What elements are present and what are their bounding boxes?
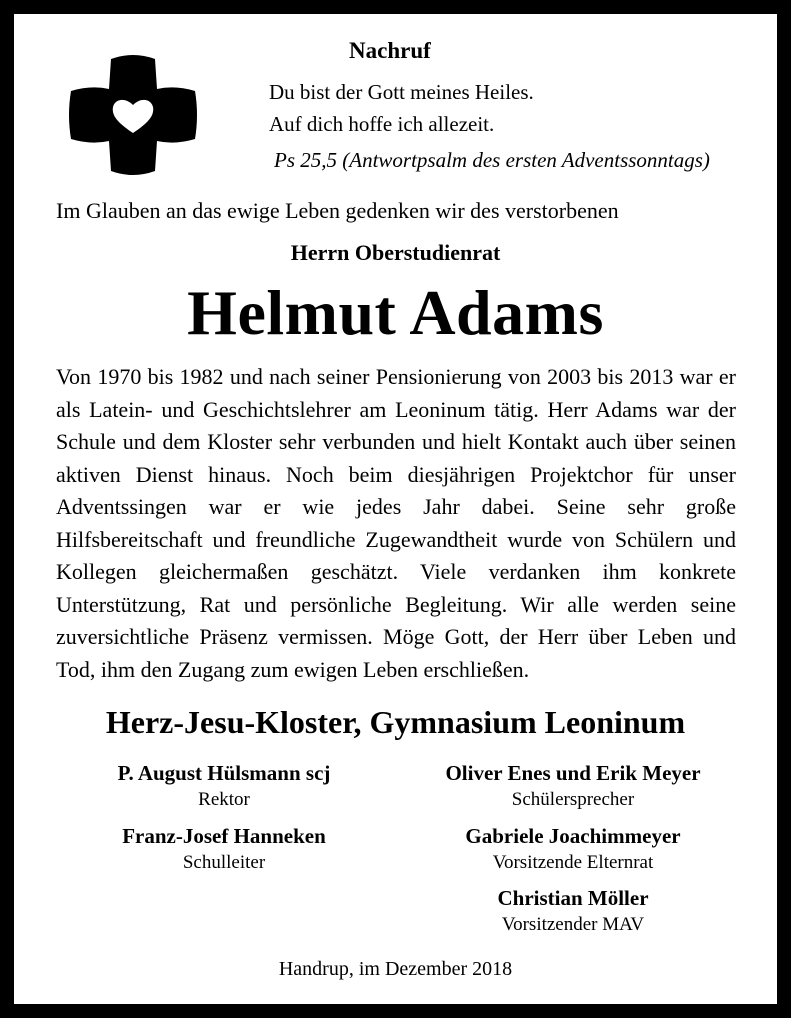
psalm-line-1: Du bist der Gott meines Heiles. [269,80,534,104]
signatory-name: Christian Möller [497,886,649,910]
signatory-role: Rektor [198,789,250,810]
signatory [74,822,374,876]
signatory [423,759,723,813]
signatory-role: Vorsitzender MAV [501,914,645,935]
signatory [423,822,723,876]
deceased-name: Helmut Adams [187,277,604,348]
signatory-role: Vorsitzende Elternrat [492,852,654,873]
biography-paragraph: Von 1970 bis 1982 und nach seiner Pensionierung von 2003 bis 2013 war er als Latein- und Geschichtslehrer am Leoninum tätig. Herr Adams war der Schule und dem Kloster sehr verbunden und hielt Kontakt auch über seinen aktiven Dienst hinaus. Noch beim diesjährigen Projektchor für unser Adventssingen war er wie jedes Jahr dabei. Seine sehr große Hilfsbereitschaft und freundliche Zugewandtheit wurde von Schülern und Kollegen gleichermaßen geschätzt. Viele verdanken ihm konkrete Unterstützung, Rat und persönliche Begleitung. Wir alle werden seine zuversichtliche Präsenz vermissen. Möge Gott, der Herr über Leben und Tod, ihm den Zugang zum ewigen Leben erschließen. [56,364,736,682]
obituary-card [14,14,777,1004]
psalm-line-2: Auf dich hoffe ich allezeit. [269,112,495,136]
signatory-name: Gabriele Joachimmeyer [465,824,681,848]
signatory-role: Schülersprecher [511,789,635,810]
intro-text: Im Glauben an das ewige Leben gedenken wir des verstorbenen [56,198,619,223]
cross-with-heart-icon [63,45,203,185]
place-and-date: Handrup, im Dezember 2018 [278,958,513,980]
organization-name: Herz-Jesu-Kloster, Gymnasium Leoninum [105,704,686,740]
signatory [423,884,723,938]
signatory-role: Schulleiter [182,852,266,873]
signatory [74,759,374,813]
honorific-title: Herrn Oberstudienrat [290,240,501,265]
signatory-name: Oliver Enes und Erik Meyer [445,761,701,785]
signatory-name: P. August Hülsmann scj [117,761,331,785]
obituary-heading: Nachruf [349,38,431,63]
psalm-reference: Ps 25,5 (Antwortpsalm des ersten Adventssonntags) [274,148,710,172]
signatory-name: Franz-Josef Hanneken [122,824,326,848]
